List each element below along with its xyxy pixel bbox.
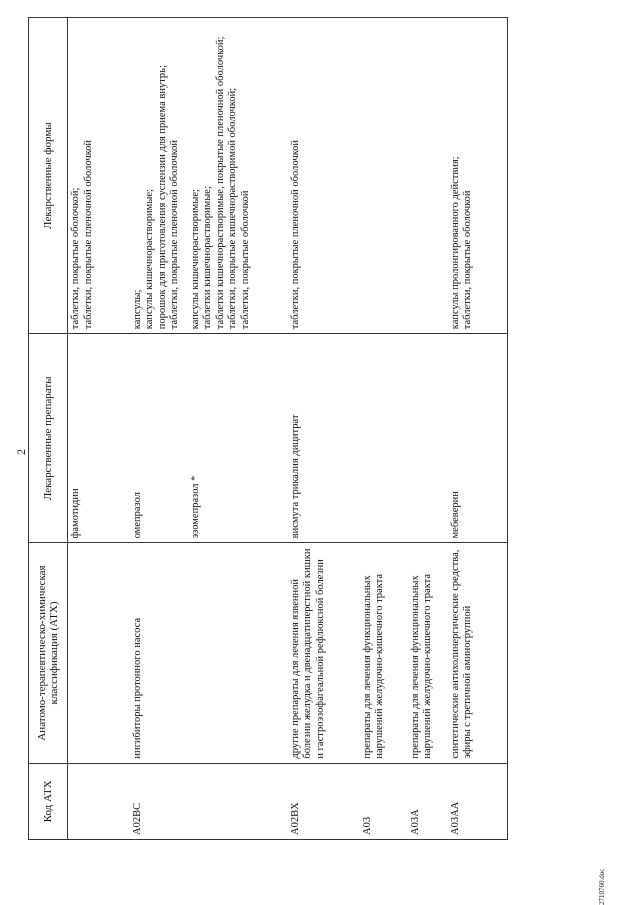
dosage-form-line: таблетки, покрытые оболочкой <box>239 190 251 330</box>
atc-code-cell <box>68 763 130 839</box>
table-row <box>360 18 408 840</box>
header-atc-classification: Анатомо-терапевтическо-химическая классификация (АТХ) <box>29 543 68 763</box>
table-row <box>130 18 188 840</box>
dosage-forms-cell <box>68 18 130 334</box>
drug-name-cell: эзомепразол * <box>188 334 288 543</box>
atc-classification-cell: ингибиторы протонного насоса <box>130 543 188 763</box>
drug-name-cell: омепразол <box>130 334 188 543</box>
atc-code-cell: A03AA <box>448 763 508 839</box>
header-drugs: Лекарственные препараты <box>29 334 68 543</box>
drug-name-cell: фамотидин <box>68 334 130 543</box>
dosage-form-line: таблетки, покрытые пленочной оболочкой <box>289 139 301 330</box>
atc-code-cell: A02BC <box>130 763 188 839</box>
atc-code-cell <box>188 763 288 839</box>
dosage-form-line: капсулы; <box>131 289 143 330</box>
atc-code-cell: A02BX <box>288 763 360 839</box>
dosage-forms-cell <box>188 18 288 334</box>
dosage-form-line: порошок для приготовления суспензии для приема внутрь; <box>156 65 168 330</box>
table-row <box>68 18 130 840</box>
table-header-row <box>29 18 68 840</box>
table-body <box>68 18 508 840</box>
dosage-form-line: таблетки, покрытые пленочной оболочкой <box>82 139 94 330</box>
dosage-form-line: таблетки, покрытые оболочкой <box>462 190 473 330</box>
dosage-form-line: таблетки, покрытые пленочной оболочкой <box>169 139 180 330</box>
drug-name-cell <box>360 334 408 543</box>
atc-classification-cell: препараты для лечения функциональных нарушений желудочно-кишечного тракта <box>408 543 448 763</box>
atc-classification-cell: синтетические антихолинергические средства, эфиры с третичной аминогруппой <box>448 543 508 763</box>
header-atc-code: Код АТХ <box>29 763 68 839</box>
footer-filename: 2710760.doc <box>598 868 606 905</box>
dosage-form-line: капсулы кишечнорастворимые; <box>144 189 155 330</box>
drug-name-cell: мебеверин <box>448 334 508 543</box>
dosage-forms-cell <box>130 18 188 334</box>
dosage-form-line: капсулы пролонгированного действия; <box>449 156 461 330</box>
atc-classification-cell: другие препараты для лечения язвенной болезни желудка и двенадцатиперстной кишки и гастроэзофагеальной рефлюксной болезни <box>288 543 360 763</box>
drug-name-cell: висмута трикалия дицитрат <box>288 334 360 543</box>
dosage-forms-cell <box>360 18 408 334</box>
atc-classification-cell <box>188 543 288 763</box>
dosage-forms-cell <box>448 18 508 334</box>
dosage-form-line: капсулы кишечнорастворимые; <box>189 189 201 330</box>
dosage-form-line: таблетки, покрытые оболочкой; <box>70 187 81 330</box>
table-row <box>188 18 288 840</box>
dosage-form-line: таблетки кишечнорастворимые, покрытые пленочной оболочкой; <box>214 36 226 330</box>
atc-classification-cell <box>68 543 130 763</box>
header-dosage-forms: Лекарственные формы <box>29 18 68 334</box>
page-number: 2 <box>14 449 28 455</box>
atc-table <box>28 17 508 840</box>
dosage-form-line: таблетки кишечнорастворимые; <box>202 186 213 330</box>
dosage-form-line: таблетки, покрытые кишечнорастворимой оболочкой; <box>227 87 238 330</box>
atc-code-cell: A03A <box>408 763 448 839</box>
drug-name-cell <box>408 334 448 543</box>
dosage-forms-cell <box>408 18 448 334</box>
table-row <box>288 18 360 840</box>
dosage-forms-cell <box>288 18 360 334</box>
atc-code-cell: A03 <box>360 763 408 839</box>
table-row <box>408 18 448 840</box>
atc-classification-cell: препараты для лечения функциональных нарушений желудочно-кишечного тракта <box>360 543 408 763</box>
table-row <box>448 18 508 840</box>
